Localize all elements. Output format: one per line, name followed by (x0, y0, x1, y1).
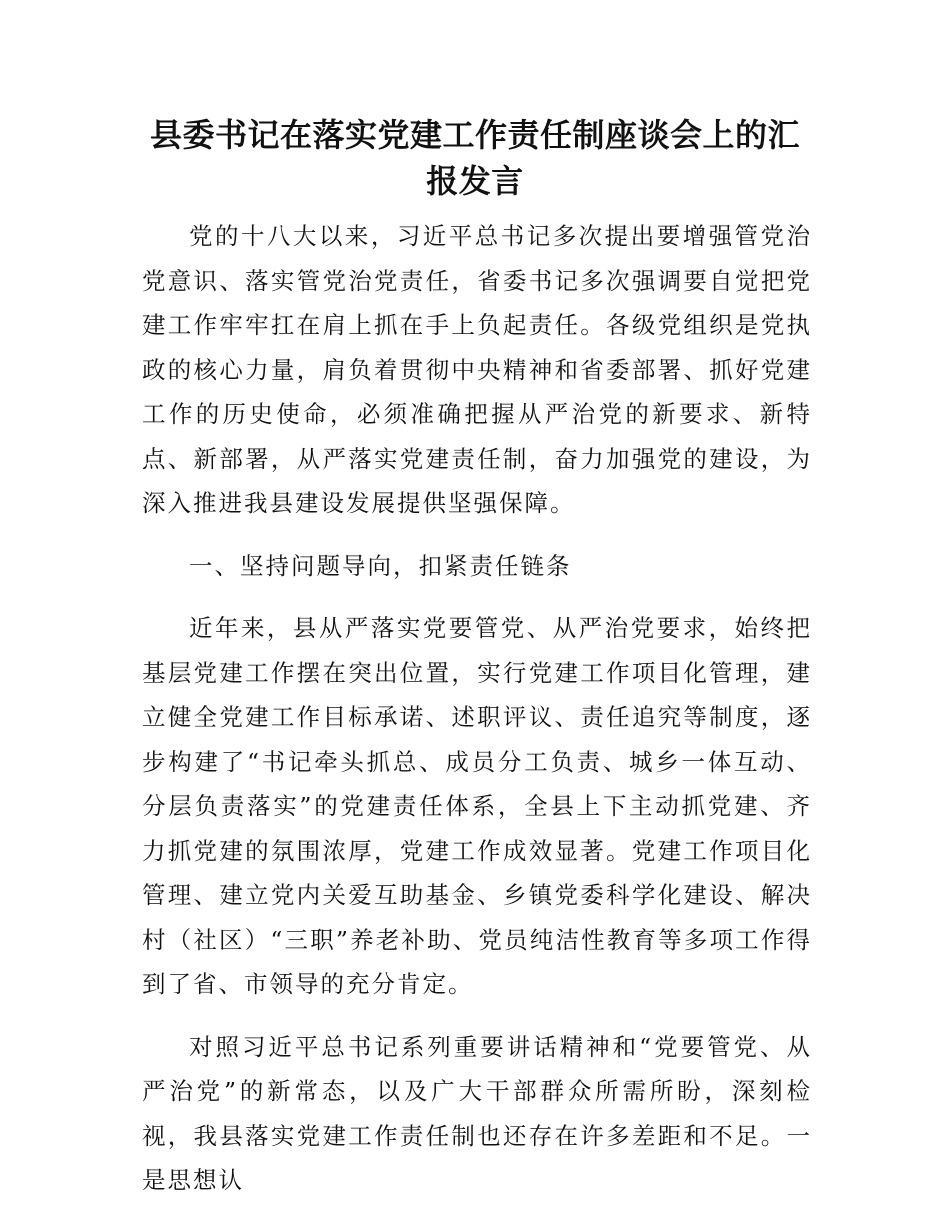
paragraph-gap (142, 1007, 812, 1025)
paragraph-recent-years: 近年来，县从严落实党要管党、从严治党要求，始终把基层党建工作摆在突出位置，实行党建工作项目化管理，建立健全党建工作目标承诺、述职评议、责任追究等制度，逐步构建了“书记牵头抓总、成员分工负责、城乡一体互动、分层负责落实”的党建责任体系，全县上下主动抓党建、齐力抓党建的氛围浓厚，党建工作成效显著。党建工作项目化管理、建立党内关爱互助基金、乡镇党委科学化建设、解决村（社区）“三职”养老补助、党员纯洁性教育等多项工作得到了省、市领导的充分肯定。 (142, 614, 812, 998)
paragraph-gap (142, 588, 812, 606)
section-heading-1: 一、坚持问题导向，扣紧责任链条 (189, 551, 572, 580)
paragraph-comparison: 对照习近平总书记系列重要讲话精神和“党要管党、从严治党”的新常态，以及广大干部群众所需所盼，深刻检视，我县落实党建工作责任制也还存在许多差距和不足。一是思想认 (142, 1032, 812, 1194)
document-title: 县委书记在落实党建工作责任制座谈会上的汇报发言 (149, 116, 800, 200)
paragraph-intro: 党的十八大以来，习近平总书记多次提出要增强管党治党意识、落实管党治党责任，省委书记多次强调要自觉把党建工作牢牢扛在肩上抓在手上负起责任。各级党组织是党执政的核心力量，肩负着贯彻中央精神和省委部署、抓好党建工作的历史使命，必须准确把握从严治党的新要求、新特点、新部署，从严落实党建责任制，奋力加强党的建设，为深入推进我县建设发展提供坚强保障。 (142, 222, 812, 517)
paragraph-gap (142, 526, 812, 544)
document-body (142, 214, 812, 1203)
